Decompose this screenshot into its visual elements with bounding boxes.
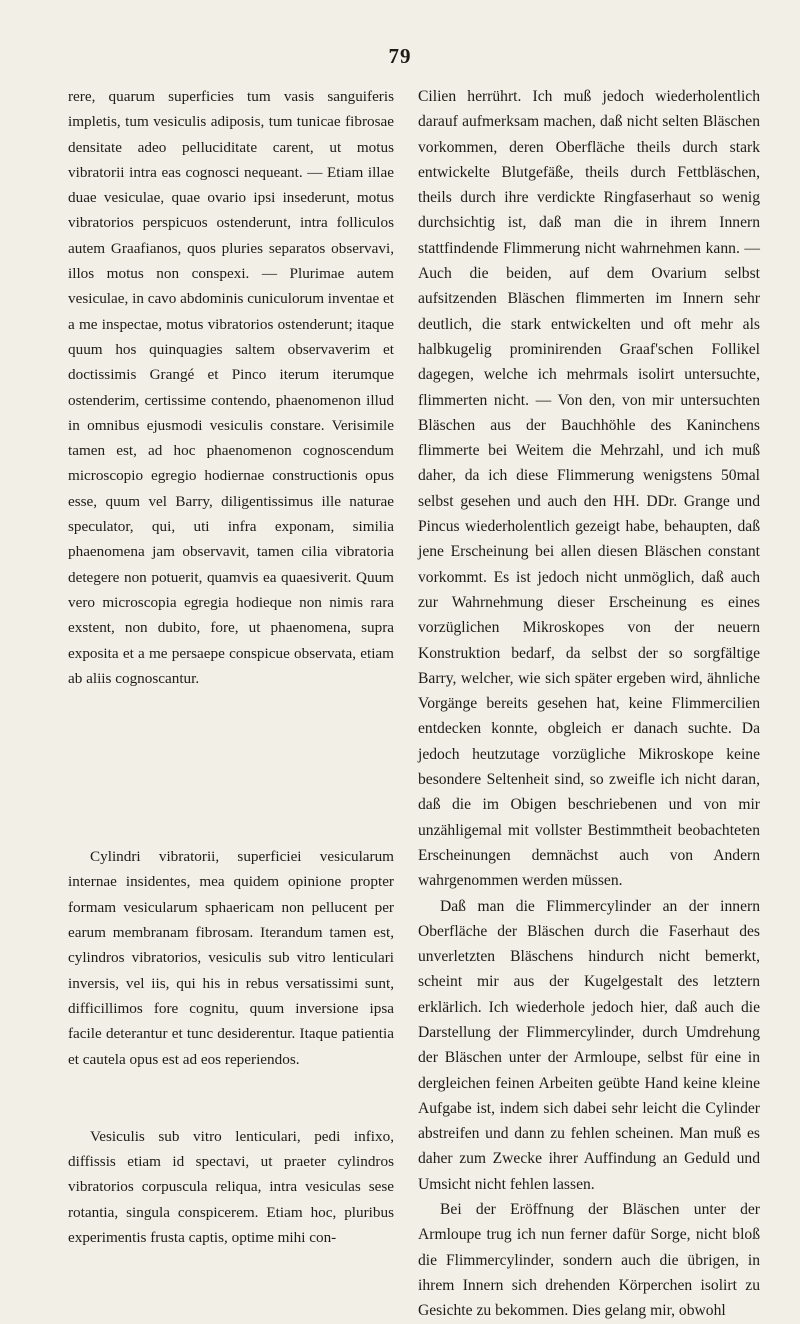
german-paragraph-2: Daß man die Flimmercylinder an der innern Oberfläche der Bläschen durch die Faserhaut des unverletzten Bläschens hindurch nicht bemerkt, scheint mir aus der Kugelgestalt des letztern erklärlich. Ich wiederhole jedoch hier, daß auch die Darstellung der Flimmercylinder, durch Umdrehung der Bläschen unter der Armloupe, selbst für eine in dergleichen feinen Arbeiten geübte Hand keine kleine Aufgabe ist, indem sich dabei sehr leicht die Cylinder abstreifen und dann zu fehlen scheinen. Man muß es daher zum Zwecke ihrer Auffindung an Geduld und Umsicht nicht fehlen lassen. — [418, 897, 760, 1193]
latin-paragraph-2: Cylindri vibratorii, superficiei vesicularum internae insidentes, mea quidem opinione propter formam vesicularum sphaericam non pellucent per earum membranam fibrosam. Iterandum tamen est, cylindros vibratorios, vesiculis sub vitro lenticulari inversis, vel iis, qui his in rebus versatissimi sunt, difficillimos fore cognitu, quum inversione ipsa facile deterantur et tunc desiderentur. Itaque patientia et cautela opus est ad eos reperiendos. — [68, 848, 394, 1068]
latin-paragraph-1: rere, quarum superficies tum vasis sanguiferis impletis, tum vesiculis adiposis, tum tunicae fibrosae densitate adeo pelluciditate carent, ut motus vibratorii intra eas cognosci nequeant. — Etiam illae duae vesiculae, quae ovario ipsi insederunt, motus vibratorios perspicuos ostenderunt, intra folliculos autem Graafianos, quos pluries separatos observavi, illos motus non conspexi. — Plurimae autem vesiculae, in cavo abdominis cuniculorum inventae et a me inspectae, motus vibratorios ostenderunt; itaque quum hos quinquagies saltem observaverim et doctissimis Grangé et Pinco iterum iterumque ostenderim, certissime contendo, phaenomenon illud in omnibus ejusmodi vesiculis constare. Verisimile tamen est, ad hoc phaenomenon cognoscendum microscopio egregio hodiernae constructionis opus esse, quum vel Barry, diligentissimus ille naturae speculator, qui, uti infra exponam, similia phaenomena jam observavit, tamen cilia vibratoria detegere non potuerit, quamvis ea quaesiverit. Quum vero microscopia egregia hodieque non nimis rara exstent, non dubito, fore, ut phaenomena, supra exposita et a me persaepe conspicue observata, etiam ab aliis cognoscantur. — [68, 88, 395, 687]
latin-paragraph-3: Vesiculis sub vitro lenticulari, pedi infixo, diffissis etiam id spectavi, ut praeter cylindros vibratorios corpuscula reliqua, intra vesiculas sese rotantia, singula conspicerem. Etiam hoc, pluribus experimentis frusta captis, optime mihi con- — [68, 1127, 394, 1246]
german-column — [418, 84, 760, 1324]
page-number: 79 — [388, 44, 412, 68]
latin-column — [68, 84, 394, 1250]
german-paragraph-1: Cilien herrührt. Ich muß jedoch wiederholentlich darauf aufmerksam machen, daß nicht selten Bläschen vorkommen, deren Oberfläche theils durch stark entwickelte Blutgefäße, theils durch Fettbläschen, theils durch ihre verdickte Ringfaserhaut so wenig durchsichtig ist, daß man die in ihrem Innern stattfindende Flimmerung nicht wahrnehmen kann. — Auch die beiden, auf dem Ovarium selbst aufsitzenden Bläschen flimmerten im Innern sehr deutlich, die stark entwickelten und oft mehr als halbkugelig prominirenden Graaf'schen Follikel dagegen, welche ich mehrmals isolirt untersuchte, flimmerten nicht. — Von den, von mir untersuchten Bläschen aus der Bauchhöhle des Kaninchens flimmerte bei Weitem die Mehrzahl, und ich muß daher, da ich diese Flimmerung wenigstens 50mal selbst gesehen und auch den HH. DDr. Grange und Pincus wiederholentlich gezeigt habe, behaupten, daß jene Erscheinung bei allen diesen Bläschen constant vorkommt. Es ist jedoch nicht unmöglich, daß auch zur Wahrnehmung dieser Erscheinung es eines vorzüglichen Mikroskopes von der neuern Konstruktion bedarf, da selbst der so sorgfältige Barry, welcher, wie sich später ergeben wird, ähnliche Vorgänge bereits gesehen hat, keine Flimmercilien entdecken konnte, obgleich er danach suchte. Da jedoch heutzutage vorzügliche Mikroskope keine besondere Seltenheit sind, so zweifle ich nicht daran, daß die im Obigen beschriebenen und von mir unzähligemal mit vollster Bestimmtheit beobachteten Erscheinungen demnächst auch von Andern wahrgenommen werden müssen. — [418, 88, 760, 890]
german-paragraph-3: Bei der Eröffnung der Bläschen unter der Armloupe trug ich nun ferner dafür Sorge, nicht bloß die Flimmercylinder, sondern auch die übrigen, in ihrem Innern sich drehenden Körperchen isolirt zu Gesichte zu bekommen. Dies gelang mir, obwohl — [418, 1201, 760, 1320]
